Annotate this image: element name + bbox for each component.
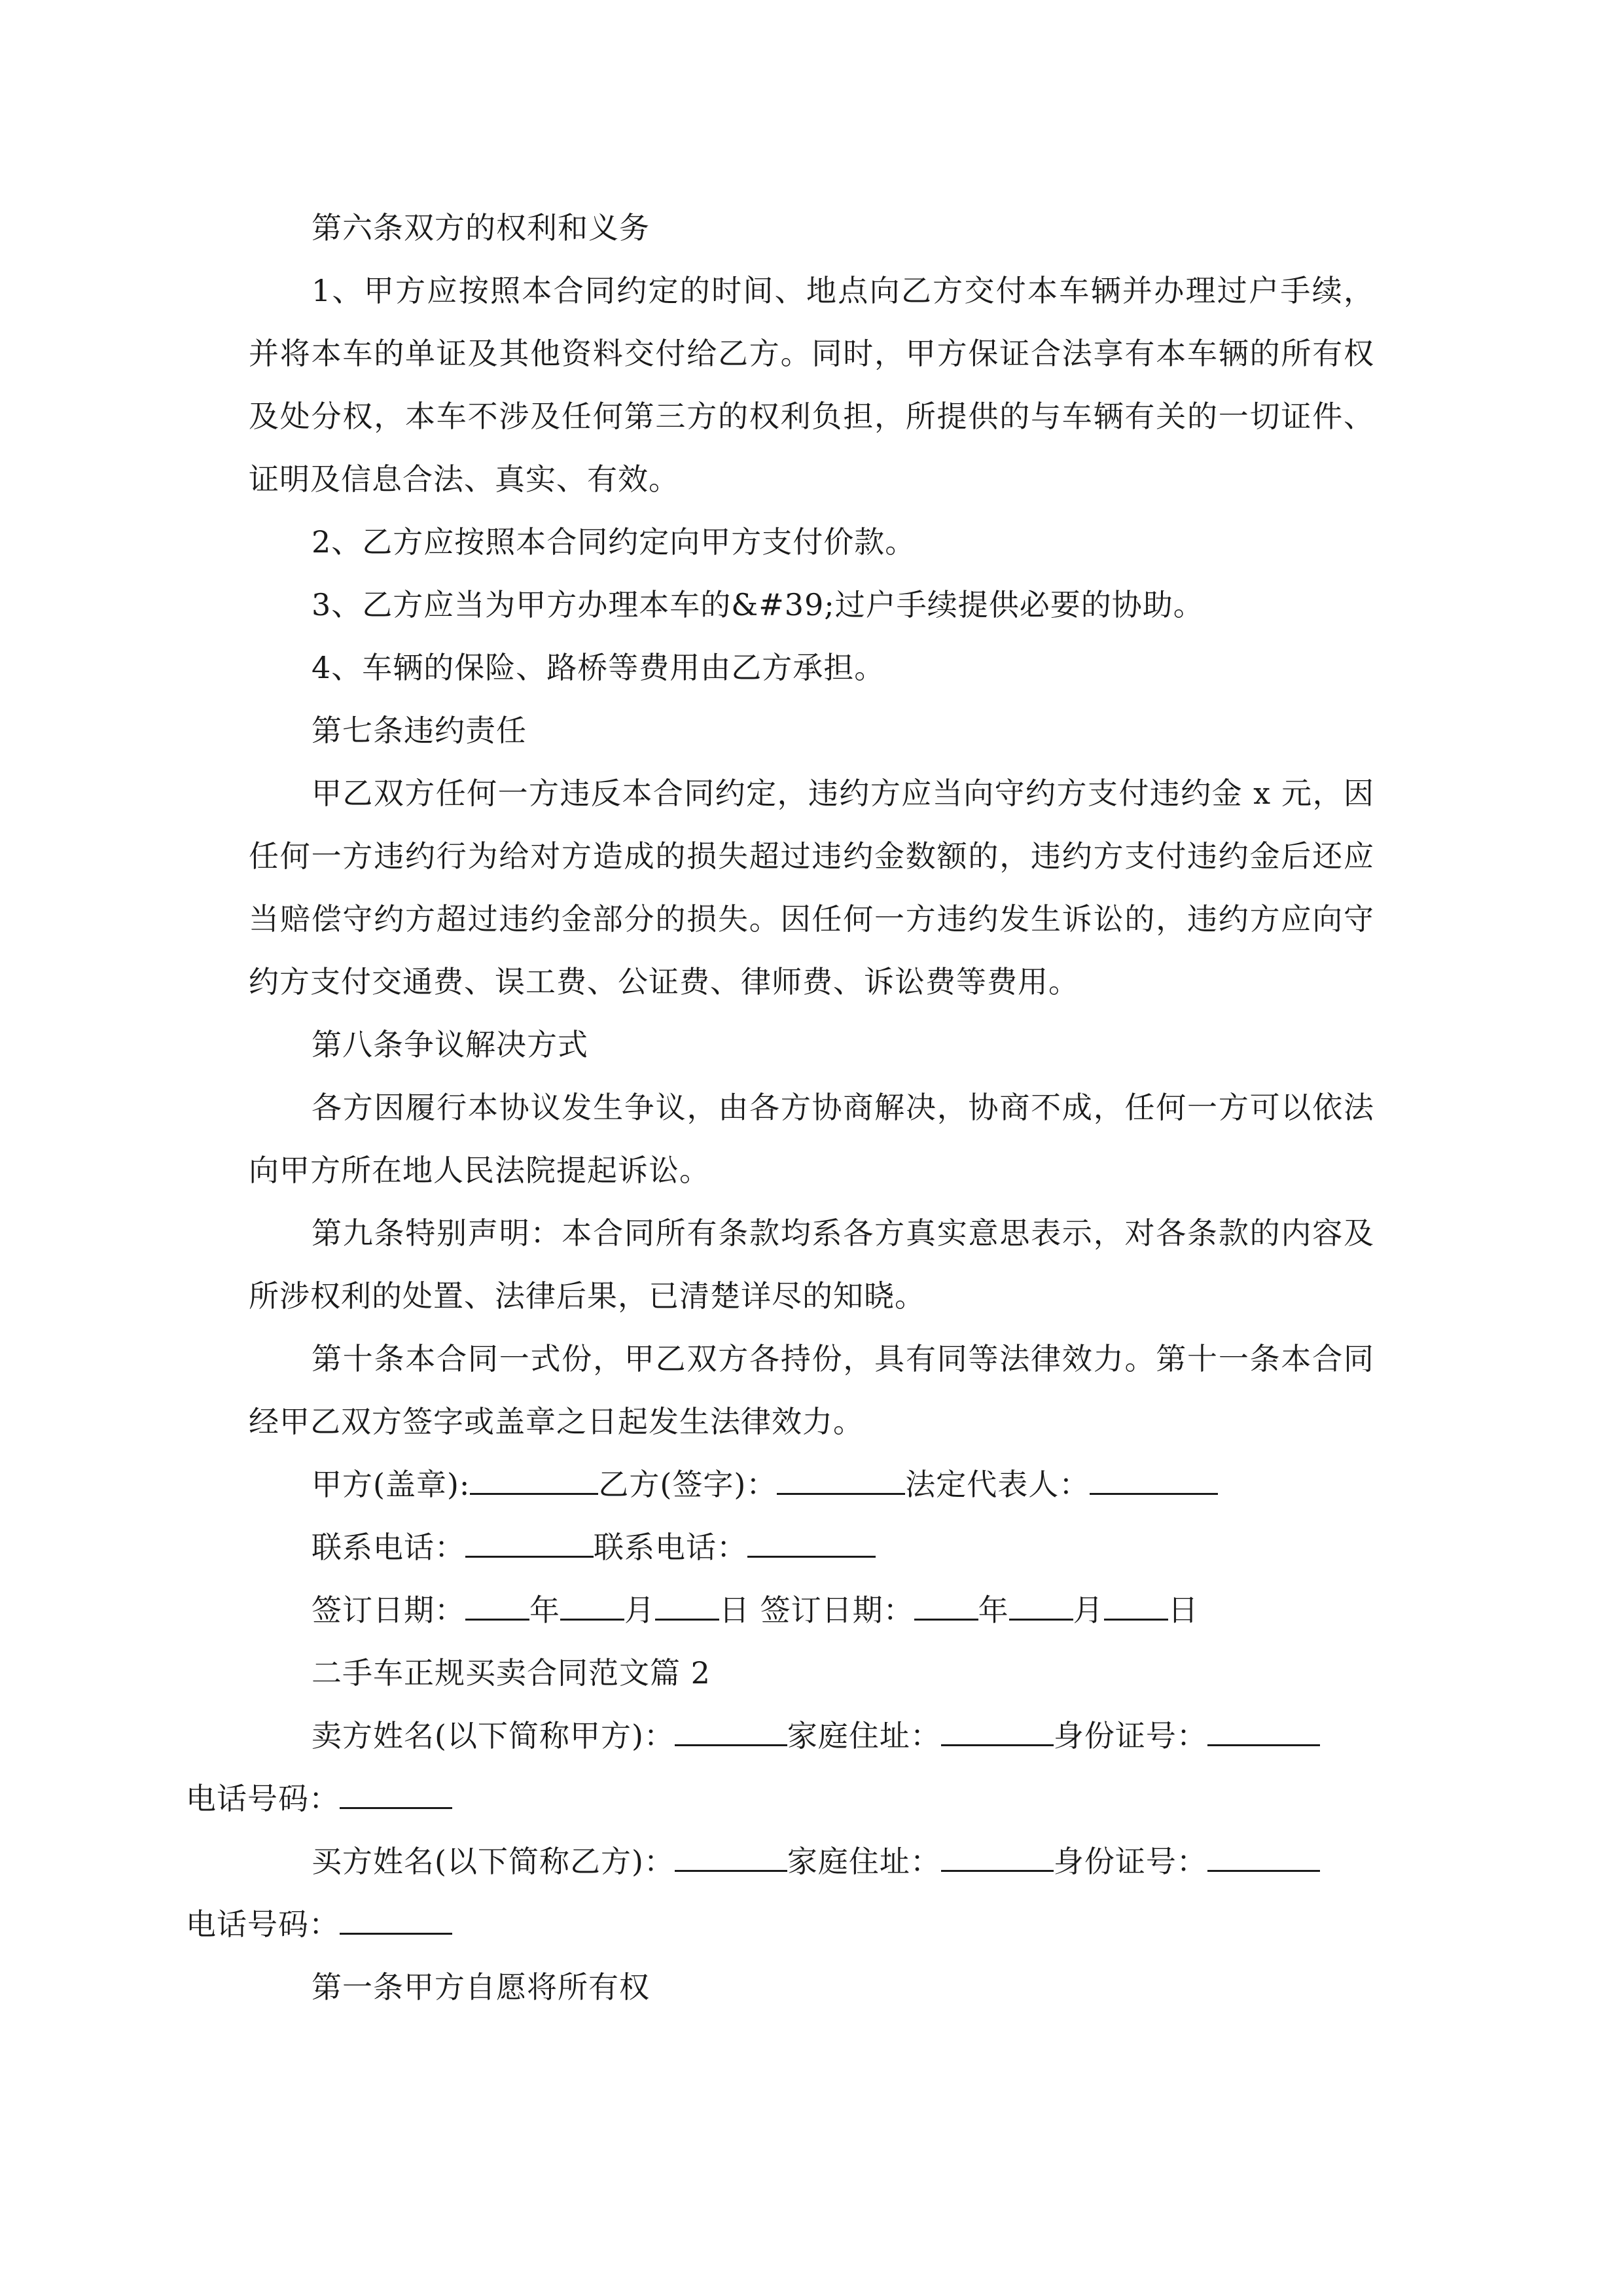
buyer-name-label: 买方姓名(以下简称乙方)： [312, 1844, 675, 1879]
date-2-month-blank[interactable] [1009, 1592, 1073, 1621]
article-6-clause-3: 3、乙方应当为甲方办理本车的&#39;过户手续提供必要的协助。 [312, 587, 1204, 622]
party-a-label: 甲方(盖章): [312, 1467, 471, 1502]
date-1-year-blank[interactable] [465, 1592, 529, 1621]
section-title: 二手车正规买卖合同范文篇 2 [312, 1655, 711, 1691]
buyer-id-label: 身份证号： [1053, 1844, 1207, 1879]
buyer-info [186, 1830, 1374, 1956]
seller-id-blank[interactable] [1207, 1718, 1320, 1746]
buyer-phone-label: 电话号码： [186, 1907, 340, 1942]
buyer-address-blank[interactable] [941, 1844, 1054, 1872]
signature-line-parties [249, 1453, 1374, 1516]
phone-2-label: 联系电话： [594, 1530, 747, 1565]
article-1-heading: 第一条甲方自愿将所有权 [312, 1969, 650, 2005]
date-1-month-blank[interactable] [560, 1592, 624, 1621]
seller-info [186, 1704, 1374, 1830]
phone-2-blank[interactable] [747, 1530, 876, 1558]
phone-1-blank[interactable] [465, 1530, 594, 1558]
article-6-heading: 第六条双方的权利和义务 [312, 210, 650, 245]
party-b-blank[interactable] [777, 1467, 905, 1495]
date-2-day-blank[interactable] [1104, 1592, 1168, 1621]
date-1-year: 年 [529, 1592, 560, 1628]
buyer-name-blank[interactable] [675, 1844, 787, 1872]
seller-id-label: 身份证号： [1053, 1718, 1207, 1753]
date-1-label: 签订日期： [312, 1592, 465, 1628]
date-2-month: 月 [1073, 1592, 1104, 1628]
seller-name-label: 卖方姓名(以下简称甲方)： [312, 1718, 675, 1753]
date-1-month: 月 [624, 1592, 655, 1628]
party-b-label: 乙方(签字)： [598, 1467, 777, 1502]
date-1-day: 日 [719, 1592, 750, 1628]
article-7-body: 甲乙双方任何一方违反本合同约定，违约方应当向守约方支付违约金 x 元，因任何一方违约行为给对方造成的损失超过违约金数额的，违约方支付违约金后还应当赔偿守约方超过违约金部分的损失。因任何一方违约发生诉讼的，违约方应向守约方支付交通费、误工费、公证费、律师费、诉讼费等费用。 [249, 776, 1374, 999]
article-8-body: 各方因履行本协议发生争议，由各方协商解决，协商不成，任何一方可以依法向甲方所在地人民法院提起诉讼。 [249, 1090, 1374, 1188]
article-8-heading: 第八条争议解决方式 [312, 1027, 588, 1062]
seller-phone-blank[interactable] [340, 1781, 452, 1809]
date-2-label: 签订日期： [760, 1592, 914, 1628]
date-2-day: 日 [1168, 1592, 1199, 1628]
article-7-heading: 第七条违约责任 [312, 713, 527, 748]
signature-line-phones [249, 1516, 1374, 1579]
seller-address-label: 家庭住址： [787, 1718, 941, 1753]
seller-address-blank[interactable] [941, 1718, 1054, 1746]
buyer-address-label: 家庭住址： [787, 1844, 941, 1879]
party-a-blank[interactable] [470, 1467, 598, 1495]
article-9-body: 第九条特别声明：本合同所有条款均系各方真实意思表示，对各条款的内容及所涉权利的处置、法律后果，已清楚详尽的知晓。 [249, 1215, 1374, 1314]
article-6-clause-1: 1、甲方应按照本合同约定的时间、地点向乙方交付本车辆并办理过户手续，并将本车的单证及其他资料交付给乙方。同时，甲方保证合法享有本车辆的所有权及处分权，本车不涉及任何第三方的权利负担，所提供的与车辆有关的一切证件、证明及信息合法、真实、有效。 [249, 273, 1374, 497]
date-2-year-blank[interactable] [914, 1592, 978, 1621]
article-10-body: 第十条本合同一式份，甲乙双方各持份，具有同等法律效力。第十一条本合同经甲乙双方签字或盖章之日起发生法律效力。 [249, 1341, 1374, 1439]
legal-rep-blank[interactable] [1090, 1467, 1218, 1495]
buyer-phone-blank[interactable] [340, 1907, 452, 1935]
phone-1-label: 联系电话： [312, 1530, 465, 1565]
article-6-clause-4: 4、车辆的保险、路桥等费用由乙方承担。 [312, 650, 885, 685]
document-body [186, 196, 1374, 2018]
article-6-clause-2: 2、乙方应按照本合同约定向甲方支付价款。 [312, 524, 916, 560]
buyer-id-blank[interactable] [1207, 1844, 1320, 1872]
date-1-day-blank[interactable] [655, 1592, 719, 1621]
seller-phone-label: 电话号码： [186, 1781, 340, 1816]
seller-name-blank[interactable] [675, 1718, 787, 1746]
signature-line-dates [249, 1579, 1374, 1641]
date-2-year: 年 [978, 1592, 1009, 1628]
legal-rep-label: 法定代表人： [905, 1467, 1090, 1502]
